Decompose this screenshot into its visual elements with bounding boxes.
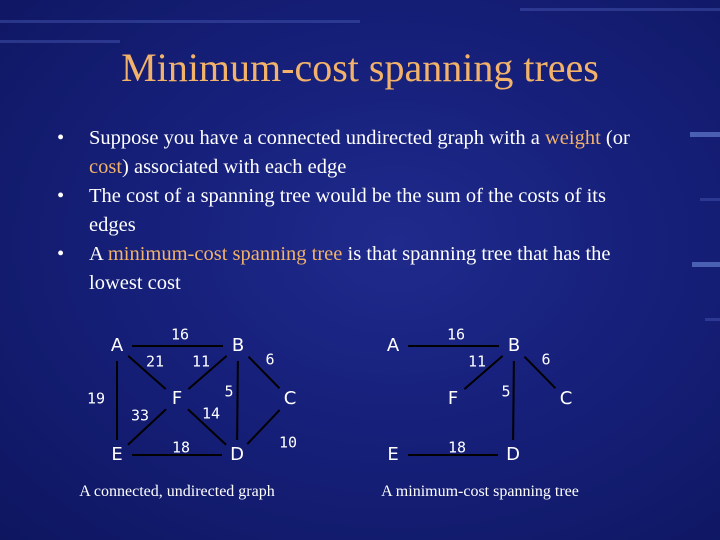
edge-weight-label: 33 <box>130 406 150 425</box>
node-f: F <box>447 388 459 409</box>
edge-weight-label: 16 <box>170 325 190 344</box>
edge-b-c <box>525 357 556 389</box>
bullet-marker: • <box>57 185 65 207</box>
highlighted-term: cost <box>89 156 123 178</box>
edge-weight-label: 6 <box>541 350 551 369</box>
node-b: B <box>231 335 245 356</box>
edge-weight-label: 16 <box>446 325 466 344</box>
bullet-marker: • <box>57 243 65 265</box>
edge-weight-label: 6 <box>265 350 275 369</box>
node-a: A <box>110 335 124 356</box>
node-d: D <box>506 444 520 465</box>
node-e: E <box>111 444 123 465</box>
edge-b-d <box>237 361 238 440</box>
highlighted-term: weight <box>544 127 601 149</box>
graph-caption: A connected, undirected graph <box>79 483 275 500</box>
graph-spanning-tree <box>387 326 572 466</box>
graph-connected <box>87 326 297 466</box>
edge-b-d <box>513 361 514 440</box>
tree-caption: A minimum-cost spanning tree <box>381 483 579 500</box>
node-c: C <box>559 388 573 409</box>
bullet-text: Suppose you have a connected undirected graph with a <box>89 127 545 149</box>
slide-title: Minimum-cost spanning trees <box>121 45 599 90</box>
node-a: A <box>386 335 400 356</box>
edge-b-c <box>249 357 280 389</box>
edge-weight-label: 18 <box>447 438 467 457</box>
node-d: D <box>230 444 244 465</box>
edge-weight-label: 5 <box>224 382 234 401</box>
bullet-marker: • <box>57 127 65 149</box>
edge-weight-label: 11 <box>467 352 487 371</box>
node-f: F <box>171 388 183 409</box>
edge-weight-label: 19 <box>86 389 106 408</box>
edge-weight-label: 10 <box>278 433 298 452</box>
highlighted-term: minimum-cost spanning tree <box>107 243 343 265</box>
bullet-text: The cost of a spanning tree would be the sum of the costs of its edges <box>89 185 606 236</box>
bullet-text: (or <box>600 127 630 149</box>
edge-weight-label: 5 <box>501 382 511 401</box>
edge-c-d <box>247 410 279 444</box>
node-e: E <box>387 444 399 465</box>
bullet-text: ) associated with each edge <box>122 156 347 178</box>
edge-weight-label: 21 <box>145 352 165 371</box>
edge-weight-label: 11 <box>191 352 211 371</box>
bullet-text: is that spanning tree that has the lowest cost <box>89 243 611 294</box>
edge-weight-label: 18 <box>171 438 191 457</box>
bullet-text: A <box>89 243 108 265</box>
edge-weight-label: 14 <box>201 404 221 423</box>
node-c: C <box>283 388 297 409</box>
node-b: B <box>507 335 521 356</box>
